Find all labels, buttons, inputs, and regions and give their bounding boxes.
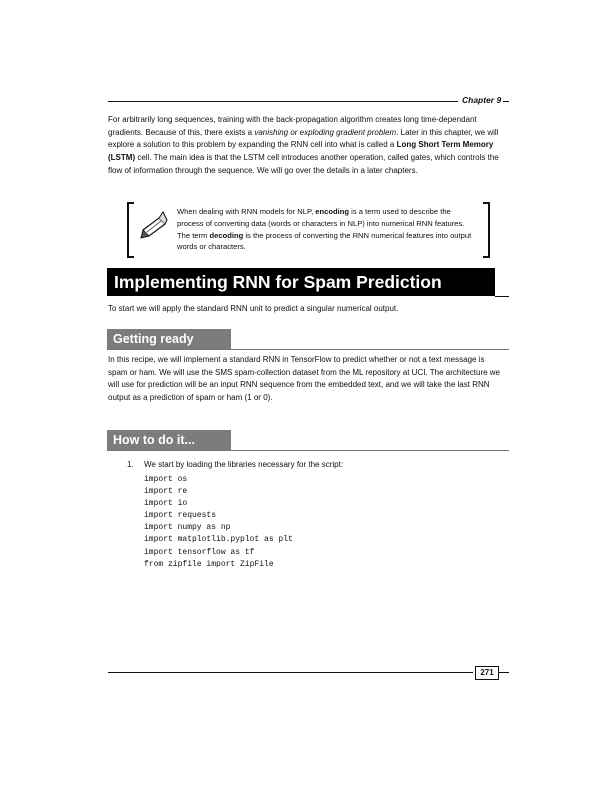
code-block bbox=[144, 474, 293, 571]
note-term-encoding: encoding bbox=[315, 207, 350, 216]
getting-ready-rule bbox=[107, 349, 509, 350]
note-term-decoding: decoding bbox=[209, 230, 244, 240]
code-line: import re bbox=[144, 487, 188, 497]
code-line: import matplotlib.pyplot as plt bbox=[144, 535, 293, 545]
note-text-3: is the process of converting the RNN numerical features into output words or characters. bbox=[177, 230, 472, 252]
note-bracket-left bbox=[127, 202, 134, 258]
note-text-2: is a term used to describe the process of converting data (words or characters in NLP) into numerical RNN features. The term bbox=[177, 207, 465, 240]
header-rule bbox=[108, 101, 458, 102]
note-text-1: When dealing with RNN models for NLP, bbox=[177, 207, 316, 216]
code-line: import io bbox=[144, 499, 188, 509]
intro-paragraph bbox=[108, 114, 503, 178]
step-1 bbox=[127, 459, 343, 471]
intro-emphasis: vanishing or exploding gradient problem bbox=[254, 127, 397, 137]
intro-bold-term: Long Short Term Memory (LSTM) bbox=[108, 140, 494, 163]
section-heading-rule bbox=[495, 296, 509, 297]
footer-rule bbox=[108, 672, 473, 673]
code-line: import os bbox=[144, 475, 188, 484]
step-text: We start by loading the libraries necessary for the script: bbox=[144, 460, 344, 469]
section-heading: Implementing RNN for Spam Prediction bbox=[107, 268, 495, 296]
getting-ready-heading: Getting ready bbox=[107, 329, 231, 349]
intro-text-3: cell. The main idea is that the LSTM cell introduces another operation, called gates, which controls the flow of information through the sequence. We will go over the details in a later chapters. bbox=[108, 153, 499, 175]
how-to-rule bbox=[107, 450, 509, 451]
note-text bbox=[177, 206, 477, 253]
footer-rule-tail bbox=[499, 672, 509, 673]
step-number: 1. bbox=[127, 460, 134, 469]
note-bracket-right bbox=[483, 202, 490, 258]
code-line: import requests bbox=[144, 511, 217, 521]
page-number: 271 bbox=[475, 666, 499, 680]
chapter-label: Chapter 9 bbox=[462, 95, 502, 105]
intro-text-2: . Later in this chapter, we will explore a solution to this problem by expanding the RNN cell into what is called a bbox=[108, 127, 499, 150]
code-line: import tensorflow as tf bbox=[144, 547, 255, 557]
section-intro: To start we will apply the standard RNN unit to predict a singular numerical output. bbox=[108, 304, 399, 313]
how-to-heading: How to do it... bbox=[107, 430, 231, 450]
code-line: import numpy as np bbox=[144, 523, 231, 533]
code-line: from zipfile import ZipFile bbox=[144, 559, 274, 569]
pen-note-icon bbox=[139, 208, 169, 242]
header-rule-tail bbox=[503, 101, 509, 102]
note-box bbox=[127, 202, 490, 254]
getting-ready-paragraph: In this recipe, we will implement a standard RNN in TensorFlow to predict whether or not a text message is spam or ham. We will use the SMS spam-collection dataset from the ML repository at UCI. The architecture we will use for prediction will be an input RNN sequence from the embedded text, and we will take the last RNN output as a prediction of spam or ham (1 or 0). bbox=[108, 355, 501, 403]
intro-text-1: For arbitrarily long sequences, training with the back-propagation algorithm creates long time-dependant gradients. Because of this, there exists a bbox=[108, 115, 477, 137]
